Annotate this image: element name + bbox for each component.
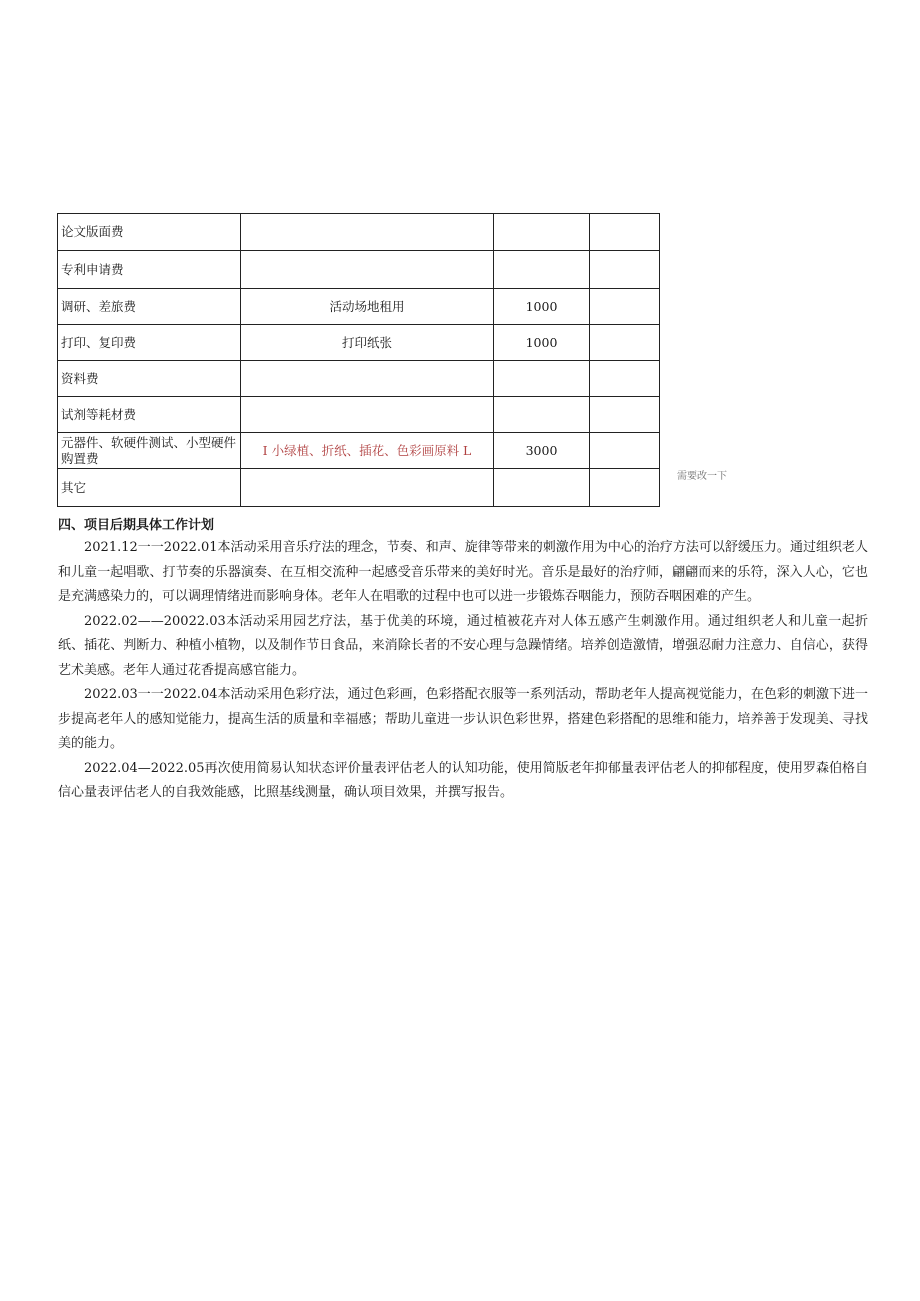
budget-item: 试剂等耗材费: [58, 397, 241, 433]
budget-note: [590, 214, 660, 251]
budget-description: [241, 469, 494, 507]
budget-item: 资料费: [58, 361, 241, 397]
budget-note: [590, 361, 660, 397]
budget-item: 论文版面费: [58, 214, 241, 251]
budget-description: I 小绿植、折纸、插花、色彩画原料 L: [241, 433, 494, 469]
budget-amount: [494, 361, 590, 397]
budget-note: [590, 469, 660, 507]
budget-amount: [494, 397, 590, 433]
table-row: [58, 289, 660, 325]
budget-amount: 1000: [494, 289, 590, 325]
budget-description: 活动场地租用: [241, 289, 494, 325]
budget-note: [590, 397, 660, 433]
budget-item: 元器件、软硬件测试、小型硬件购置费: [58, 433, 241, 469]
budget-item: 其它: [58, 469, 241, 507]
table-row: [58, 469, 660, 507]
budget-amount: [494, 469, 590, 507]
budget-amount: [494, 251, 590, 289]
budget-item: 调研、差旅费: [58, 289, 241, 325]
table-row: [58, 397, 660, 433]
budget-note: [590, 289, 660, 325]
table-row: [58, 325, 660, 361]
budget-note: [590, 325, 660, 361]
budget-item: 专利申请费: [58, 251, 241, 289]
section-heading: 四、项目后期具体工作计划: [58, 518, 215, 533]
budget-table: [57, 213, 660, 507]
budget-description: 打印纸张: [241, 325, 494, 361]
table-row: [58, 251, 660, 289]
budget-amount: [494, 214, 590, 251]
table-row: [58, 214, 660, 251]
budget-description: [241, 214, 494, 251]
budget-description: [241, 361, 494, 397]
table-row: [58, 361, 660, 397]
table-row: [58, 433, 660, 469]
budget-note: [590, 433, 660, 469]
budget-note: [590, 251, 660, 289]
budget-item: 打印、复印费: [58, 325, 241, 361]
plan-paragraph: 2022.03一一2022.04本活动采用色彩疗法，通过色彩画，色彩搭配衣服等一系列活动，帮助老年人提高视觉能力，在色彩的刺激下进一步提高老年人的感知觉能力，提高生活的质量和幸福感；帮助儿童进一步认识色彩世界，搭建色彩搭配的思维和能力，培养善于发现美、寻找美的能力。: [58, 687, 868, 751]
plan-paragraph: 2021.12一一2022.01本活动采用音乐疗法的理念，节奏、和声、旋律等带来的刺激作用为中心的治疗方法可以舒缓压力。通过组织老人和儿童一起唱歌、打节奏的乐器演奏、在互相交流种一起感受音乐带来的美好时光。音乐是最好的治疗师，翩翩而来的乐符，深入人心，它也是充满感染力的，可以调理情绪进而影响身体。老年人在唱歌的过程中也可以进一步锻炼吞咽能力，预防吞咽困难的产生。: [58, 540, 868, 604]
margin-comment: 需要改一下: [677, 471, 727, 482]
plan-paragraph: 2022.02——20022.03本活动采用园艺疗法，基于优美的环境，通过植被花卉对人体五感产生刺激作用。通过组织老人和儿童一起折纸、插花、判断力、种植小植物，以及制作节日食品，来消除长者的不安心理与急躁情绪。培养创造激情，增强忍耐力注意力、自信心，获得艺术美感。老年人通过花香提高感官能力。: [58, 613, 868, 678]
budget-description: [241, 397, 494, 433]
plan-paragraph: 2022.04—2022.05再次使用简易认知状态评价量表评估老人的认知功能，使用简版老年抑郁量表评估老人的抑郁程度，使用罗森伯格自信心量表评估老人的自我效能感，比照基线测量，确认项目效果，并撰写报告。: [58, 760, 868, 800]
work-plan-body: [58, 536, 868, 806]
budget-amount: 3000: [494, 433, 590, 469]
budget-description: [241, 251, 494, 289]
budget-amount: 1000: [494, 325, 590, 361]
